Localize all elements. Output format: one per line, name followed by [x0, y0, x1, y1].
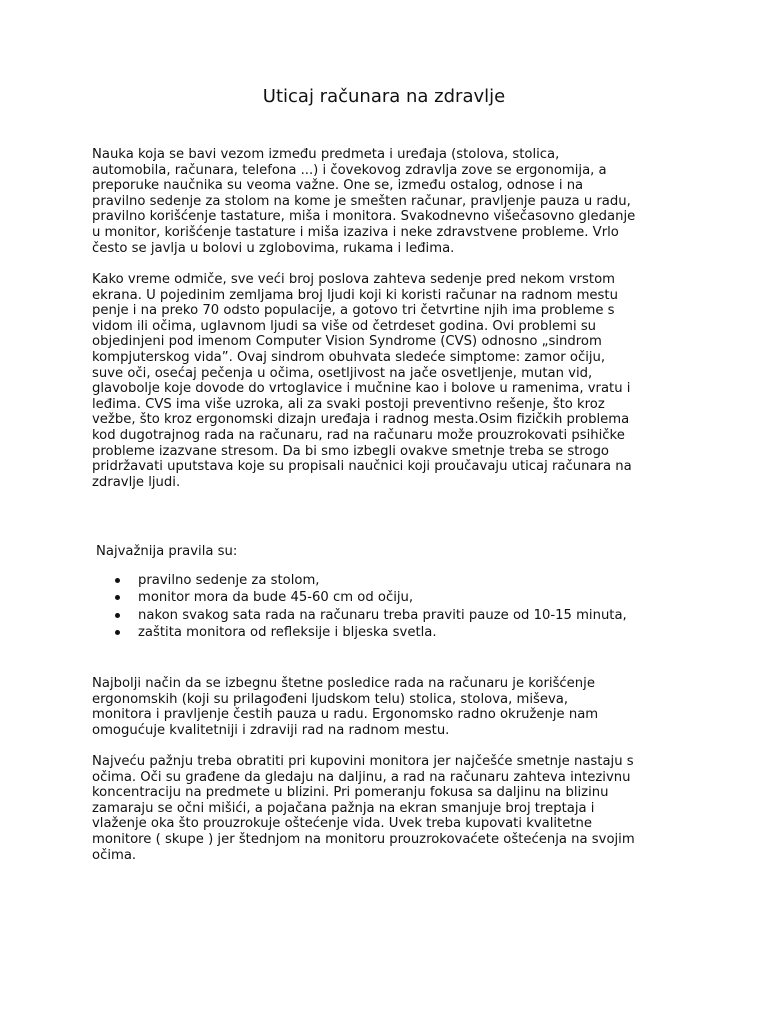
bullet-icon — [115, 630, 120, 635]
bullet-icon — [115, 595, 120, 600]
text-line: vidom ili očima, uglavnom ljudi sa više od četrdeset godina. Ovi problemi su — [92, 318, 597, 334]
text-line: monitore ( skupe ) jer štednjom na monitoru prouzrokovaćete oštećenja na svojim — [92, 831, 635, 847]
text-line: Najbolji način da se izbegnu štetne posledice rada na računaru je korišćenje — [92, 676, 595, 691]
text-line: glavobolje koje dovode do vrtoglavice i mučnine kao i bolove u ramenima, vratu i — [92, 381, 631, 397]
text-line: često se javlja u bolovi u zglobovima, rukama i leđima. — [92, 240, 455, 256]
rule-text: nakon svakog sata rada na računaru treba praviti pauze od 10-15 minuta, — [138, 607, 627, 623]
text-line: Kako vreme odmiče, sve veći broj poslova zahteva sedenje pred nekom vrstom — [92, 272, 615, 287]
text-line: u monitor, korišćenje tastature i miša izaziva i neke zdravstvene probleme. Vrlo — [92, 224, 619, 240]
text-line: koncentraciju na predmete u blizini. Pri pomeranju fokusa sa daljinu na blizinu — [92, 785, 609, 801]
text-line: zamaraju se očni mišići, a pojačana pažnja na ekran smanjuje broj treptaja i — [92, 800, 595, 816]
rules-list — [92, 572, 627, 642]
text-line: preporuke naučnika su veoma važne. One se, između ostalog, odnose i na — [92, 178, 584, 194]
text-line: ekrana. U pojedinim zemljama broj ljudi koji ki koristi računar na radnom mestu — [92, 287, 618, 303]
text-line: monitora i pravljenje čestih pauza u radu. Ergonomsko radno okruženje nam — [92, 707, 599, 723]
text-line: suve oči, osećaj pečenja u očima, osetljivost na jače osvetljenje, mutan vid, — [92, 365, 593, 381]
rule-item — [92, 589, 627, 606]
text-line: probleme izazvane stresom. Da bi smo izbegli ovakve smetnje treba se strogo — [92, 443, 610, 459]
text-line: leđima. CVS ima više uzroka, ali za svaki postoji preventivno rešenje, što kroz — [92, 396, 605, 412]
text-line: vežbe, što kroz ergonomski dizajn uređaja i radnog mesta.Osim fizičkih problema — [92, 412, 630, 428]
text-line: omogućuje kvalitetniji i zdraviji rad na radnom mestu. — [92, 722, 450, 738]
paragraph-intro — [92, 147, 682, 256]
text-line: ergonomskih (koji su prilagođeni ljudskom telu) stolica, stolova, miševa, — [92, 691, 569, 707]
rule-item — [92, 624, 627, 641]
rule-text: pravilno sedenje za stolom, — [138, 573, 320, 588]
paragraph-monitor — [92, 754, 682, 863]
text-line: zdravlje ljudi. — [92, 474, 181, 490]
text-line: kompjuterskog vida”. Ovaj sindrom obuhvata sledeće simptome: zamor očiju, — [92, 349, 606, 365]
text-line: vlaženje oka što prouzrokuje oštećenje vida. Uvek treba kupovati kvalitetne — [92, 816, 592, 832]
text-line: očima. Oči su građene da gledaju na daljinu, a rad na računaru zahteva intezivnu — [92, 769, 631, 785]
text-line: penje i na preko 70 odsto populacije, a gotovo tri četvrtine njih ima probleme s — [92, 303, 615, 319]
text-line: objedinjeni pod imenom Computer Vision Syndrome (CVS) odnosno „sindrom — [92, 334, 602, 350]
document-title: Uticaj računara na zdravlje — [262, 86, 506, 107]
text-line: pravilno sedenje za stolom na kome je smešten računar, pravljenje pauza u radu, — [92, 193, 631, 209]
text-line: kod dugotrajnog rada na računaru, rad na računaru može prouzrokovati psihičke — [92, 427, 625, 443]
text-line: očima. — [92, 847, 137, 863]
paragraph-cvs — [92, 272, 682, 490]
bullet-icon — [115, 613, 120, 618]
text-line: automobila, računara, telefona ...) i čovekovog zdravlja zove se ergonomija, a — [92, 162, 607, 178]
rule-item — [92, 607, 627, 624]
rule-text: zaštita monitora od refleksije i bljeska svetla. — [138, 625, 437, 641]
text-line: Nauka koja se bavi vezom između predmeta i uređaja (stolova, stolica, — [92, 147, 560, 162]
text-line: Najveću pažnju treba obratiti pri kupovini monitora jer najčešće smetnje nastaju s — [92, 754, 634, 769]
rule-text: monitor mora da bude 45-60 cm od očiju, — [138, 590, 414, 606]
text-line: pravilno korišćenje tastature, miša i monitora. Svakodnevno višečasovno gledanje — [92, 209, 636, 225]
bullet-icon — [115, 578, 120, 583]
rules-heading: Najvažnija pravila su: — [96, 544, 238, 559]
paragraph-ergonomics — [92, 676, 682, 738]
text-line: pridržavati uputstava koje su propisali naučnici koji proučavaju uticaj računara na — [92, 459, 632, 475]
rule-item — [92, 572, 627, 589]
